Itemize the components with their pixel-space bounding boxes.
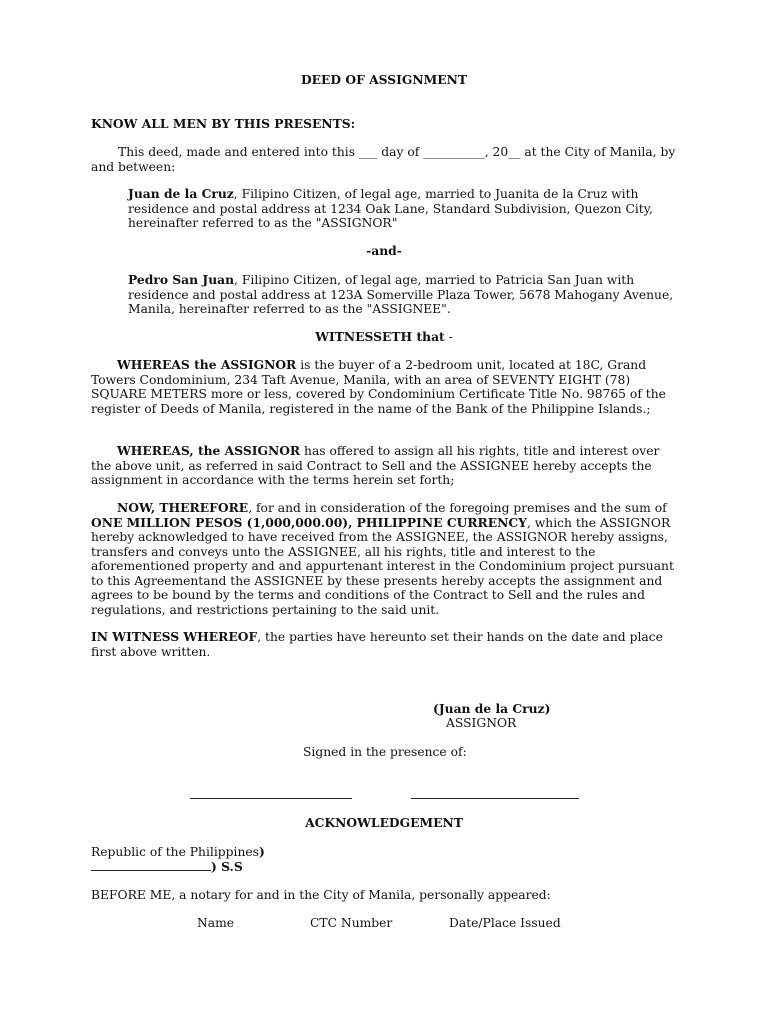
know-all-heading: KNOW ALL MEN BY THIS PRESENTS: [91, 116, 356, 131]
before-me-paragraph: BEFORE ME, a notary for and in the City of Manila, personally appeared: [91, 888, 551, 902]
presence-label: Signed in the presence of: [303, 745, 467, 759]
column-header-date-place: Date/Place Issued [449, 916, 561, 930]
whereas-2-lead: WHEREAS, the ASSIGNOR [117, 443, 301, 458]
republic-paren: ) [258, 844, 265, 859]
whereas-paragraph-1 [91, 358, 681, 416]
signatory-name: (Juan de la Cruz) [433, 701, 551, 716]
in-witness-text: , the parties have hereunto set their hands on the date and place first above written. [91, 630, 663, 659]
therefore-paragraph [91, 501, 681, 617]
witnesseth-heading [0, 330, 768, 345]
acknowledgement-heading: ACKNOWLEDGEMENT [305, 815, 463, 830]
therefore-text-1: , for and in consideration of the foregoing premises and the sum of [248, 501, 667, 515]
witness-signature-line-2[interactable] [411, 798, 579, 799]
document-title: DEED OF ASSIGNMENT [301, 72, 467, 87]
therefore-lead: NOW, THEREFORE [117, 500, 249, 515]
venue-blank[interactable] [91, 859, 211, 871]
ss-line [91, 859, 243, 875]
witness-signature-line-1[interactable] [190, 798, 352, 799]
assignor-party-paragraph [128, 187, 688, 231]
intro-paragraph [91, 145, 681, 174]
republic-text: Republic of the Philippines [91, 845, 259, 859]
consideration-amount: ONE MILLION PESOS (1,000,000.00), PHILIPPINE CURRENCY [91, 514, 527, 530]
witnesseth-dash: - [444, 330, 453, 344]
whereas-1-text: is the buyer of a 2-bedroom unit, located at 18C, Grand Towers Condominium, 234 Taft Avenue, Manila, with an area of SEVENTY EIGHT (78) SQUARE METERS more or less, covered by Condominium Certificate Title No. 98765 of the register of Deeds of Manila, registered in the name of the Bank of the Philippine Islands.; [91, 358, 666, 416]
column-header-name: Name [197, 916, 235, 930]
therefore-text-2: , which the ASSIGNOR hereby acknowledged to have received from the ASSIGNEE, the ASSIGNOR hereby assigns, transfers and conveys unto the ASSIGNEE, all his rights, title and interest to the aforementioned property and and appurtenant interest in the Condominium project pursuant to this Agreementand the ASSIGNEE by these presents hereby accepts the assignment and agrees to be bound by the terms and conditions of the Contract to Sell and the rules and regulations, and restrictions pertaining to the said unit. [91, 515, 674, 617]
witnesseth-bold: WITNESSETH that [315, 329, 445, 344]
in-witness-lead: IN WITNESS WHEREOF [91, 629, 258, 644]
republic-line [91, 845, 265, 860]
column-header-ctc: CTC Number [310, 916, 393, 930]
assignor-name: Juan de la Cruz [128, 186, 234, 201]
in-witness-paragraph [91, 630, 681, 659]
assignee-details: , Filipino Citizen, of legal age, married to Patricia San Juan with residence and postal address at 123A Somerville Plaza Tower, 5678 Mahogany Avenue, Manila, hereinafter referred to as the "ASSIGNEE". [128, 273, 674, 316]
whereas-2-text: has offered to assign all his rights, title and interest over the above unit, as referred in said Contract to Sell and the ASSIGNEE hereby accepts the assignment in accordance with the terms herein set forth; [91, 444, 660, 487]
assignee-party-paragraph [128, 273, 688, 317]
ss-label: ) S.S [211, 859, 243, 874]
intro-text: This deed, made and entered into this ___ day of __________, 20__ at the City of Manila, by and between: [91, 145, 676, 174]
whereas-paragraph-2 [91, 444, 681, 488]
whereas-1-lead: WHEREAS the ASSIGNOR [117, 357, 297, 372]
and-separator: -and- [366, 243, 402, 258]
assignor-details: , Filipino Citizen, of legal age, married to Juanita de la Cruz with residence and postal address at 1234 Oak Lane, Standard Subdivision, Quezon City, hereinafter referred to as the "ASSIGNOR" [128, 187, 653, 230]
assignee-name: Pedro San Juan [128, 272, 235, 287]
signatory-role: ASSIGNOR [446, 716, 517, 730]
